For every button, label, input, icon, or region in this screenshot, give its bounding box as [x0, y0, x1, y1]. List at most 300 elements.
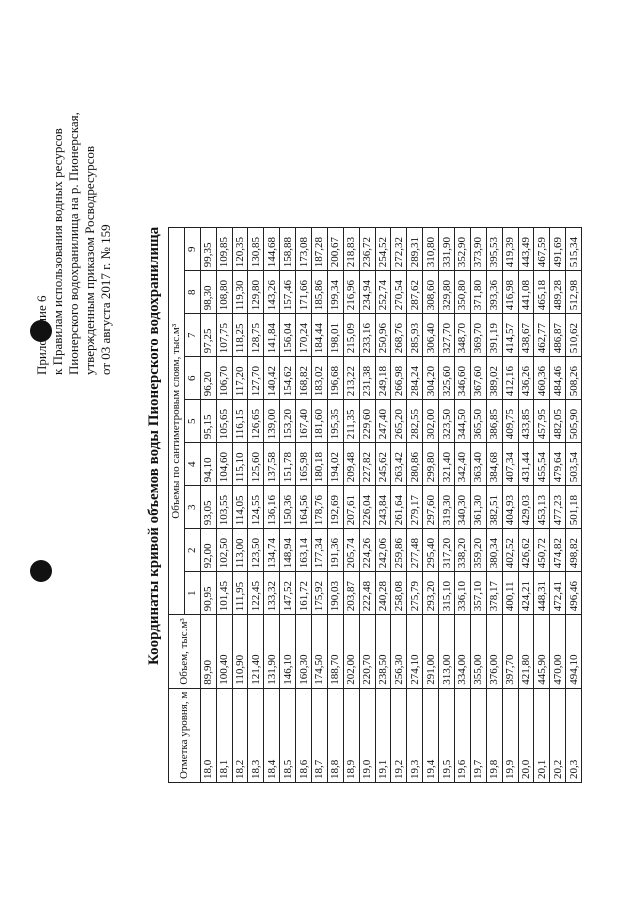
cm-volume-cell: 140,42: [264, 357, 280, 400]
table-row: [470, 228, 486, 783]
cm-volume-cell: 130,85: [248, 228, 264, 271]
cm-volume-cell: 205,74: [343, 529, 359, 572]
cm-volume-cell: 158,88: [280, 228, 296, 271]
cm-volume-cell: 352,90: [455, 228, 471, 271]
level-mark-cell: 18,4: [264, 688, 280, 782]
header-volume: Объем, тыс.м³: [169, 615, 201, 688]
cm-volume-cell: 436,26: [518, 357, 534, 400]
cm-volume-cell: 419,39: [502, 228, 518, 271]
cm-volume-cell: 144,68: [264, 228, 280, 271]
cm-volume-cell: 299,80: [423, 443, 439, 486]
cm-volume-cell: 178,76: [312, 486, 328, 529]
table-row: [200, 228, 216, 783]
cm-volume-cell: 195,35: [327, 400, 343, 443]
cm-volume-cell: 98,30: [200, 271, 216, 314]
rotated-page: [8, 10, 608, 895]
cm-volume-cell: 472,41: [550, 572, 566, 615]
table-row: [343, 228, 359, 783]
level-mark-cell: 18,7: [312, 688, 328, 782]
header-cm-7: 7: [184, 314, 200, 357]
volume-cell: 188,70: [327, 615, 343, 688]
table-row: [232, 228, 248, 783]
cm-volume-cell: 229,60: [359, 400, 375, 443]
cm-volume-cell: 344,50: [455, 400, 471, 443]
level-mark-cell: 19,6: [455, 688, 471, 782]
cm-volume-cell: 125,60: [248, 443, 264, 486]
cm-volume-cell: 105,65: [216, 400, 232, 443]
volume-cell: 131,90: [264, 615, 280, 688]
cm-volume-cell: 342,40: [455, 443, 471, 486]
cm-volume-cell: 173,08: [296, 228, 312, 271]
level-mark-cell: 19,3: [407, 688, 423, 782]
volume-cell: 256,30: [391, 615, 407, 688]
cm-volume-cell: 200,67: [327, 228, 343, 271]
cm-volume-cell: 431,44: [518, 443, 534, 486]
cm-volume-cell: 194,02: [327, 443, 343, 486]
cm-volume-cell: 126,65: [248, 400, 264, 443]
cm-volume-cell: 505,90: [566, 400, 582, 443]
table-row: [312, 228, 328, 783]
cm-volume-cell: 187,28: [312, 228, 328, 271]
cm-volume-cell: 441,08: [518, 271, 534, 314]
header-cm-9: 9: [184, 228, 200, 271]
table-row: [280, 228, 296, 783]
cm-volume-cell: 185,86: [312, 271, 328, 314]
cm-volume-cell: 443,49: [518, 228, 534, 271]
table-row: [534, 228, 550, 783]
table-row: [296, 228, 312, 783]
cm-volume-cell: 94,10: [200, 443, 216, 486]
level-mark-cell: 18,3: [248, 688, 264, 782]
cm-volume-cell: 450,72: [534, 529, 550, 572]
level-mark-cell: 19,2: [391, 688, 407, 782]
cm-volume-cell: 359,20: [470, 529, 486, 572]
header-cm-1: 1: [184, 572, 200, 615]
cm-volume-cell: 233,16: [359, 314, 375, 357]
cm-volume-cell: 402,52: [502, 529, 518, 572]
cm-volume-cell: 90,95: [200, 572, 216, 615]
cm-volume-cell: 389,02: [486, 357, 502, 400]
cm-volume-cell: 331,90: [439, 228, 455, 271]
cm-volume-cell: 93,05: [200, 486, 216, 529]
cm-volume-cell: 321,40: [439, 443, 455, 486]
cm-volume-cell: 460,36: [534, 357, 550, 400]
cm-volume-cell: 302,00: [423, 400, 439, 443]
cm-volume-cell: 327,70: [439, 314, 455, 357]
volume-cell: 238,50: [375, 615, 391, 688]
cm-volume-cell: 167,40: [296, 400, 312, 443]
cm-volume-cell: 325,60: [439, 357, 455, 400]
cm-volume-cell: 365,50: [470, 400, 486, 443]
cm-volume-cell: 265,20: [391, 400, 407, 443]
appendix-line-5: от 03 августа 2017 г. № 159: [98, 224, 113, 375]
cm-volume-cell: 134,74: [264, 529, 280, 572]
cm-volume-cell: 113,00: [232, 529, 248, 572]
cm-volume-cell: 414,57: [502, 314, 518, 357]
cm-volume-cell: 404,93: [502, 486, 518, 529]
cm-volume-cell: 119,30: [232, 271, 248, 314]
volume-cell: 110,90: [232, 615, 248, 688]
cm-volume-cell: 426,62: [518, 529, 534, 572]
cm-volume-cell: 124,55: [248, 486, 264, 529]
cm-volume-cell: 114,05: [232, 486, 248, 529]
cm-volume-cell: 111,95: [232, 572, 248, 615]
cm-volume-cell: 457,95: [534, 400, 550, 443]
appendix-line-4: утвержденным приказом Росводресурсов: [82, 146, 97, 375]
cm-volume-cell: 183,02: [312, 357, 328, 400]
cm-volume-cell: 143,26: [264, 271, 280, 314]
cm-volume-cell: 226,04: [359, 486, 375, 529]
cm-volume-cell: 400,11: [502, 572, 518, 615]
table-row: [216, 228, 232, 783]
cm-volume-cell: 254,52: [375, 228, 391, 271]
cm-volume-cell: 348,70: [455, 314, 471, 357]
cm-volume-cell: 266,98: [391, 357, 407, 400]
volume-cell: 174,50: [312, 615, 328, 688]
volume-cell: 146,10: [280, 615, 296, 688]
table-row: [550, 228, 566, 783]
cm-volume-cell: 122,45: [248, 572, 264, 615]
table-row: [439, 228, 455, 783]
cm-volume-cell: 416,98: [502, 271, 518, 314]
cm-volume-cell: 462,77: [534, 314, 550, 357]
cm-volume-cell: 150,36: [280, 486, 296, 529]
cm-volume-cell: 263,42: [391, 443, 407, 486]
cm-volume-cell: 181,60: [312, 400, 328, 443]
volume-cell: 89,90: [200, 615, 216, 688]
level-mark-cell: 20,1: [534, 688, 550, 782]
cm-volume-cell: 515,34: [566, 228, 582, 271]
cm-volume-cell: 373,90: [470, 228, 486, 271]
cm-volume-cell: 453,13: [534, 486, 550, 529]
cm-volume-cell: 350,80: [455, 271, 471, 314]
volume-cell: 313,00: [439, 615, 455, 688]
cm-volume-cell: 357,10: [470, 572, 486, 615]
cm-volume-cell: 277,48: [407, 529, 423, 572]
cm-volume-cell: 424,21: [518, 572, 534, 615]
cm-volume-cell: 180,18: [312, 443, 328, 486]
cm-volume-cell: 136,16: [264, 486, 280, 529]
cm-volume-cell: 163,14: [296, 529, 312, 572]
cm-volume-cell: 177,34: [312, 529, 328, 572]
volume-cell: 274,10: [407, 615, 423, 688]
document-title: Координаты кривой объемов воды Пионерского водохранилища: [146, 226, 162, 665]
cm-volume-cell: 99,35: [200, 228, 216, 271]
cm-volume-cell: 259,86: [391, 529, 407, 572]
cm-volume-cell: 222,48: [359, 572, 375, 615]
cm-volume-cell: 438,67: [518, 314, 534, 357]
cm-volume-cell: 329,80: [439, 271, 455, 314]
cm-volume-cell: 118,25: [232, 314, 248, 357]
cm-volume-cell: 486,87: [550, 314, 566, 357]
cm-volume-cell: 127,70: [248, 357, 264, 400]
cm-volume-cell: 157,46: [280, 271, 296, 314]
cm-volume-cell: 336,10: [455, 572, 471, 615]
cm-volume-cell: 393,36: [486, 271, 502, 314]
volume-cell: 220,70: [359, 615, 375, 688]
level-mark-cell: 18,5: [280, 688, 296, 782]
cm-volume-cell: 123,50: [248, 529, 264, 572]
cm-volume-cell: 474,82: [550, 529, 566, 572]
cm-volume-cell: 289,31: [407, 228, 423, 271]
cm-volume-cell: 199,34: [327, 271, 343, 314]
cm-volume-cell: 104,60: [216, 443, 232, 486]
cm-volume-cell: 242,06: [375, 529, 391, 572]
level-mark-cell: 18,0: [200, 688, 216, 782]
cm-volume-cell: 103,55: [216, 486, 232, 529]
appendix-line-2: к Правилам использования водных ресурсов: [50, 128, 65, 375]
cm-volume-cell: 192,69: [327, 486, 343, 529]
cm-volume-cell: 361,30: [470, 486, 486, 529]
cm-volume-cell: 270,54: [391, 271, 407, 314]
table-row: [264, 228, 280, 783]
cm-volume-cell: 108,80: [216, 271, 232, 314]
table-row: [502, 228, 518, 783]
volume-curve-table: [168, 227, 582, 783]
cm-volume-cell: 503,54: [566, 443, 582, 486]
cm-volume-cell: 156,04: [280, 314, 296, 357]
level-mark-cell: 19,5: [439, 688, 455, 782]
volume-cell: 421,80: [518, 615, 534, 688]
table-row: [407, 228, 423, 783]
cm-volume-cell: 218,83: [343, 228, 359, 271]
cm-volume-cell: 116,15: [232, 400, 248, 443]
volume-cell: 334,00: [455, 615, 471, 688]
cm-volume-cell: 115,10: [232, 443, 248, 486]
volume-cell: 202,00: [343, 615, 359, 688]
level-mark-cell: 20,3: [566, 688, 582, 782]
cm-volume-cell: 171,66: [296, 271, 312, 314]
cm-volume-cell: 315,10: [439, 572, 455, 615]
level-mark-cell: 19,7: [470, 688, 486, 782]
cm-volume-cell: 279,17: [407, 486, 423, 529]
appendix-header: [34, 25, 114, 375]
cm-volume-cell: 384,68: [486, 443, 502, 486]
cm-volume-cell: 164,56: [296, 486, 312, 529]
cm-volume-cell: 102,50: [216, 529, 232, 572]
appendix-line-1: Приложение 6: [34, 295, 49, 375]
cm-volume-cell: 211,35: [343, 400, 359, 443]
cm-volume-cell: 224,26: [359, 529, 375, 572]
cm-volume-cell: 207,61: [343, 486, 359, 529]
cm-volume-cell: 275,79: [407, 572, 423, 615]
cm-volume-cell: 295,40: [423, 529, 439, 572]
cm-volume-cell: 128,75: [248, 314, 264, 357]
cm-volume-cell: 433,85: [518, 400, 534, 443]
level-mark-cell: 20,0: [518, 688, 534, 782]
cm-volume-cell: 148,94: [280, 529, 296, 572]
header-cm-layers: Объемы по сантиметровым слоям, тыс.м³: [169, 228, 185, 615]
header-cm-6: 6: [184, 357, 200, 400]
appendix-line-3: Пионерского водохранилища на р. Пионерская,: [66, 112, 81, 375]
cm-volume-cell: 429,03: [518, 486, 534, 529]
cm-volume-cell: 216,96: [343, 271, 359, 314]
cm-volume-cell: 170,24: [296, 314, 312, 357]
volume-cell: 160,30: [296, 615, 312, 688]
cm-volume-cell: 382,51: [486, 486, 502, 529]
table-row: [423, 228, 439, 783]
header-cm-5: 5: [184, 400, 200, 443]
cm-volume-cell: 249,18: [375, 357, 391, 400]
cm-volume-cell: 412,16: [502, 357, 518, 400]
level-mark-cell: 19,8: [486, 688, 502, 782]
table-row: [327, 228, 343, 783]
cm-volume-cell: 369,70: [470, 314, 486, 357]
cm-volume-cell: 139,00: [264, 400, 280, 443]
cm-volume-cell: 151,78: [280, 443, 296, 486]
volume-cell: 355,00: [470, 615, 486, 688]
cm-volume-cell: 285,93: [407, 314, 423, 357]
cm-volume-cell: 510,62: [566, 314, 582, 357]
cm-volume-cell: 107,75: [216, 314, 232, 357]
cm-volume-cell: 209,48: [343, 443, 359, 486]
cm-volume-cell: 338,20: [455, 529, 471, 572]
cm-volume-cell: 227,82: [359, 443, 375, 486]
header-cm-2: 2: [184, 529, 200, 572]
table-row: [359, 228, 375, 783]
cm-volume-cell: 287,62: [407, 271, 423, 314]
cm-volume-cell: 323,50: [439, 400, 455, 443]
cm-volume-cell: 141,84: [264, 314, 280, 357]
cm-volume-cell: 258,08: [391, 572, 407, 615]
cm-volume-cell: 498,82: [566, 529, 582, 572]
cm-volume-cell: 496,46: [566, 572, 582, 615]
cm-volume-cell: 190,03: [327, 572, 343, 615]
level-mark-cell: 18,8: [327, 688, 343, 782]
cm-volume-cell: 120,35: [232, 228, 248, 271]
cm-volume-cell: 395,53: [486, 228, 502, 271]
cm-volume-cell: 491,69: [550, 228, 566, 271]
cm-volume-cell: 252,74: [375, 271, 391, 314]
cm-volume-cell: 363,40: [470, 443, 486, 486]
cm-volume-cell: 367,60: [470, 357, 486, 400]
level-mark-cell: 19,9: [502, 688, 518, 782]
cm-volume-cell: 109,85: [216, 228, 232, 271]
cm-volume-cell: 231,38: [359, 357, 375, 400]
table-row: [391, 228, 407, 783]
cm-volume-cell: 203,87: [343, 572, 359, 615]
table-row: [518, 228, 534, 783]
header-cm-3: 3: [184, 486, 200, 529]
table-body: [200, 228, 581, 783]
cm-volume-cell: 133,32: [264, 572, 280, 615]
cm-volume-cell: 154,62: [280, 357, 296, 400]
cm-volume-cell: 96,20: [200, 357, 216, 400]
cm-volume-cell: 272,32: [391, 228, 407, 271]
level-mark-cell: 18,1: [216, 688, 232, 782]
cm-volume-cell: 97,25: [200, 314, 216, 357]
cm-volume-cell: 196,68: [327, 357, 343, 400]
cm-volume-cell: 268,76: [391, 314, 407, 357]
cm-volume-cell: 280,86: [407, 443, 423, 486]
cm-volume-cell: 501,18: [566, 486, 582, 529]
cm-volume-cell: 317,20: [439, 529, 455, 572]
volume-cell: 376,00: [486, 615, 502, 688]
table-row: [248, 228, 264, 783]
header-level-mark: Отметка уровня, м: [169, 688, 201, 782]
cm-volume-cell: 479,64: [550, 443, 566, 486]
volume-cell: 121,40: [248, 615, 264, 688]
cm-volume-cell: 308,60: [423, 271, 439, 314]
level-mark-cell: 19,0: [359, 688, 375, 782]
volume-cell: 445,90: [534, 615, 550, 688]
cm-volume-cell: 215,09: [343, 314, 359, 357]
table-row: [566, 228, 582, 783]
cm-volume-cell: 284,24: [407, 357, 423, 400]
cm-volume-cell: 380,34: [486, 529, 502, 572]
table-row: [455, 228, 471, 783]
header-cm-8: 8: [184, 271, 200, 314]
level-mark-cell: 18,6: [296, 688, 312, 782]
cm-volume-cell: 175,92: [312, 572, 328, 615]
level-mark-cell: 18,9: [343, 688, 359, 782]
cm-volume-cell: 129,80: [248, 271, 264, 314]
cm-volume-cell: 261,64: [391, 486, 407, 529]
cm-volume-cell: 489,28: [550, 271, 566, 314]
cm-volume-cell: 340,30: [455, 486, 471, 529]
cm-volume-cell: 137,58: [264, 443, 280, 486]
header-cm-4: 4: [184, 443, 200, 486]
cm-volume-cell: 247,40: [375, 400, 391, 443]
cm-volume-cell: 371,80: [470, 271, 486, 314]
cm-volume-cell: 213,22: [343, 357, 359, 400]
cm-volume-cell: 161,72: [296, 572, 312, 615]
cm-volume-cell: 482,05: [550, 400, 566, 443]
cm-volume-cell: 306,40: [423, 314, 439, 357]
cm-volume-cell: 455,54: [534, 443, 550, 486]
cm-volume-cell: 297,60: [423, 486, 439, 529]
cm-volume-cell: 184,44: [312, 314, 328, 357]
cm-volume-cell: 198,01: [327, 314, 343, 357]
level-mark-cell: 18,2: [232, 688, 248, 782]
cm-volume-cell: 346,60: [455, 357, 471, 400]
volume-cell: 397,70: [502, 615, 518, 688]
volume-cell: 100,40: [216, 615, 232, 688]
cm-volume-cell: 101,45: [216, 572, 232, 615]
cm-volume-cell: 409,75: [502, 400, 518, 443]
cm-volume-cell: 477,23: [550, 486, 566, 529]
cm-volume-cell: 243,84: [375, 486, 391, 529]
cm-volume-cell: 191,36: [327, 529, 343, 572]
cm-volume-cell: 386,85: [486, 400, 502, 443]
level-mark-cell: 19,4: [423, 688, 439, 782]
cm-volume-cell: 465,18: [534, 271, 550, 314]
cm-volume-cell: 293,20: [423, 572, 439, 615]
cm-volume-cell: 106,70: [216, 357, 232, 400]
cm-volume-cell: 92,00: [200, 529, 216, 572]
cm-volume-cell: 484,46: [550, 357, 566, 400]
table-row: [486, 228, 502, 783]
cm-volume-cell: 512,98: [566, 271, 582, 314]
cm-volume-cell: 165,98: [296, 443, 312, 486]
cm-volume-cell: 153,20: [280, 400, 296, 443]
cm-volume-cell: 282,55: [407, 400, 423, 443]
cm-volume-cell: 240,28: [375, 572, 391, 615]
cm-volume-cell: 304,20: [423, 357, 439, 400]
volume-cell: 470,00: [550, 615, 566, 688]
cm-volume-cell: 378,17: [486, 572, 502, 615]
cm-volume-cell: 234,94: [359, 271, 375, 314]
volume-cell: 291,00: [423, 615, 439, 688]
cm-volume-cell: 250,96: [375, 314, 391, 357]
cm-volume-cell: 310,80: [423, 228, 439, 271]
cm-volume-cell: 319,30: [439, 486, 455, 529]
cm-volume-cell: 391,19: [486, 314, 502, 357]
cm-volume-cell: 236,72: [359, 228, 375, 271]
level-mark-cell: 20,2: [550, 688, 566, 782]
volume-cell: 494,10: [566, 615, 582, 688]
cm-volume-cell: 467,59: [534, 228, 550, 271]
